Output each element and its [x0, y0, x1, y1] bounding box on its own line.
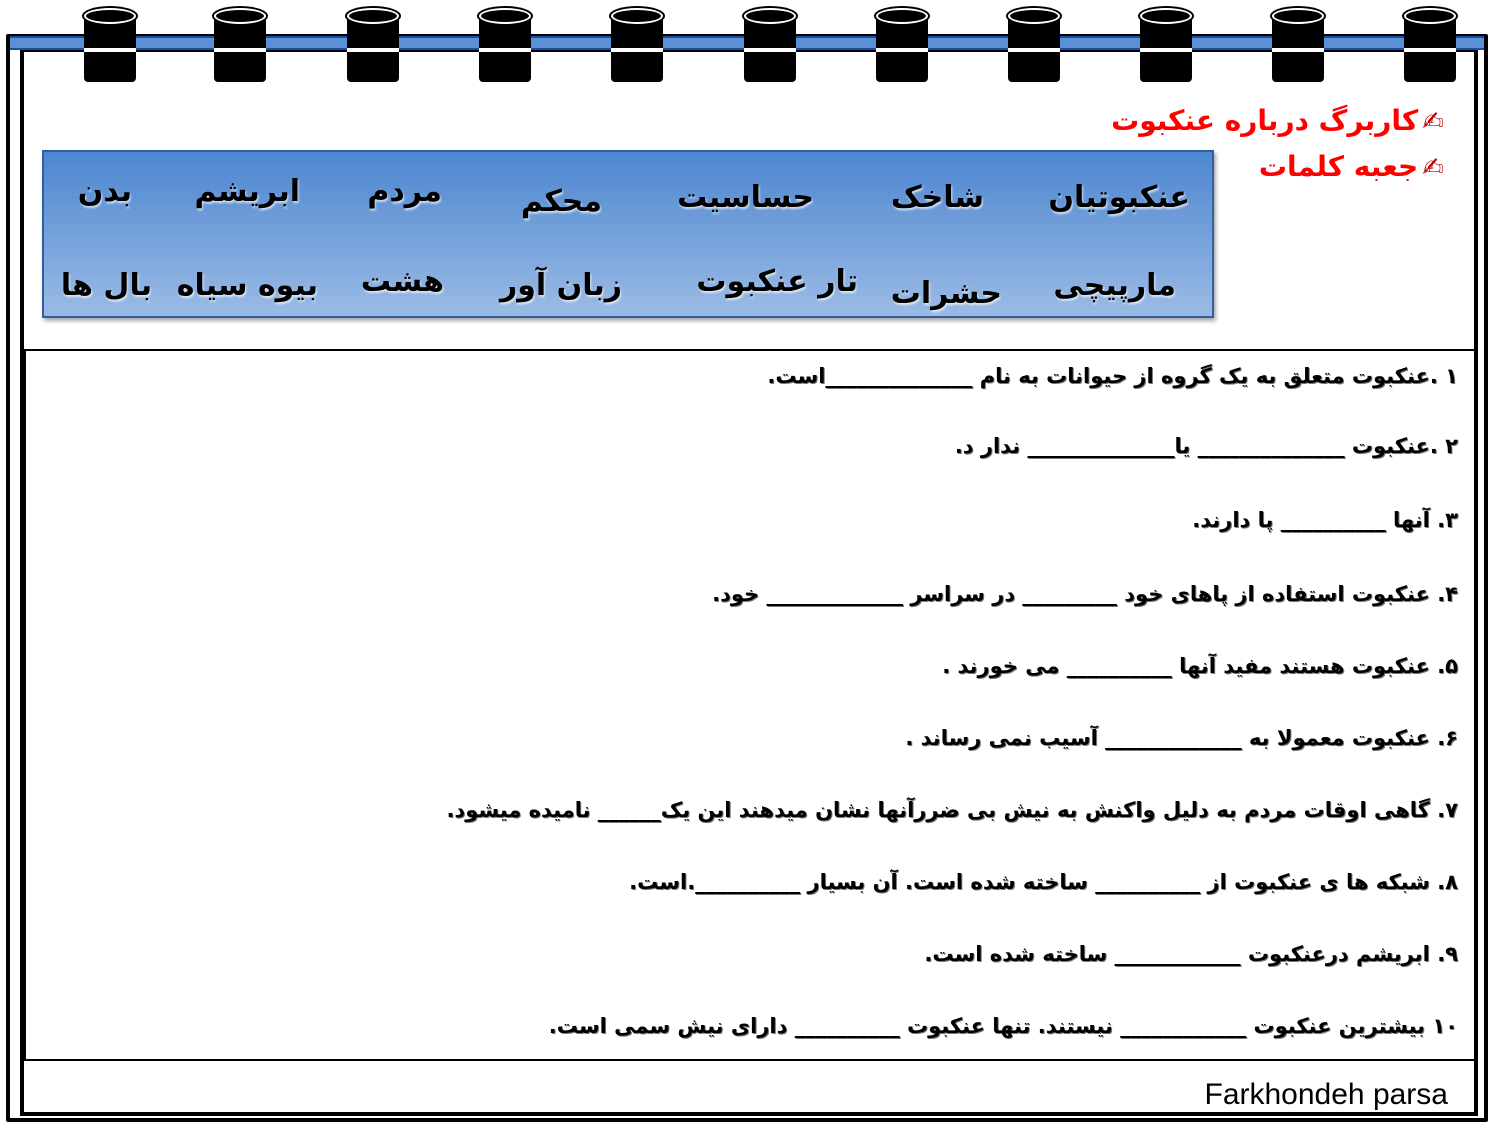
exercise-line-7: ۷. گاهی اوقات مردم به دلیل واکنش به نیش بی ضررآنها نشان میدهند این یک______ نامیده میشود.: [446, 798, 1458, 822]
word-item: حساسیت: [677, 180, 814, 215]
pen-icon: ✍: [1422, 153, 1444, 183]
word-item: بیوه سیاه: [176, 268, 318, 303]
word-item: محکم: [520, 184, 602, 219]
binder-ring: [1008, 8, 1060, 92]
binder-ring: [876, 8, 928, 92]
word-item: هشت: [360, 264, 444, 299]
exercise-line-1: ۱ .عنکبوت متعلق به یک گروه از حیوانات به نام ______________است.: [767, 364, 1458, 388]
exercise-line-6: ۶. عنکبوت معمولا به _____________ آسیب نمی رساند .: [905, 726, 1458, 750]
exercise-line-8: ۸. شبکه ها ی عنکبوت از __________ ساخته شده است. آن بسیار __________.است.: [629, 870, 1458, 894]
word-item: زبان آور: [499, 268, 622, 303]
word-item: شاخک: [890, 180, 984, 215]
exercise-line-5: ۵. عنکبوت هستند مفید آنها __________ می خورند .: [942, 654, 1458, 678]
word-item: بال ها: [60, 268, 152, 303]
binder-ring: [1404, 8, 1456, 92]
word-item: حشرات: [890, 276, 1002, 311]
author-name: Farkhondeh parsa: [1204, 1078, 1448, 1111]
worksheet-title: ✍کاربرگ درباره عنکبوت: [1111, 104, 1444, 137]
binder-ring: [1272, 8, 1324, 92]
word-item: بدن: [77, 174, 132, 209]
exercise-line-10: ۱۰ بیشترین عنکبوت ____________ نیستند. تنها عنکبوت __________ دارای نیش سمی است.: [548, 1014, 1458, 1038]
binder-ring: [744, 8, 796, 92]
binder-ring: [214, 8, 266, 92]
exercise-line-2: ۲ .عنکبوت ______________ یا______________ ندار د.: [954, 434, 1458, 458]
pen-icon: ✍: [1422, 107, 1444, 137]
exercise-line-3: ۳. آنها __________ پا دارند.: [1192, 508, 1458, 532]
word-item: مارپیچی: [1053, 268, 1176, 303]
word-item: مردم: [367, 174, 442, 209]
binder-ring: [1140, 8, 1192, 92]
word-item: تار عنکبوت: [696, 264, 858, 299]
word-item: ابریشم: [194, 174, 300, 209]
binder-ring: [347, 8, 399, 92]
binder-ring: [479, 8, 531, 92]
binder-ring: [84, 8, 136, 92]
binder-ring: [611, 8, 663, 92]
word-box-heading: ✍جعبه کلمات: [1258, 150, 1444, 183]
word-box: [42, 150, 1214, 318]
exercise-line-4: ۴. عنکبوت استفاده از پاهای خود _________ در سراسر _____________ خود.: [712, 582, 1458, 606]
word-item: عنکبوتیان: [1048, 180, 1190, 215]
exercise-line-9: ۹. ابریشم درعنکبوت ____________ ساخته شده است.: [924, 942, 1458, 966]
